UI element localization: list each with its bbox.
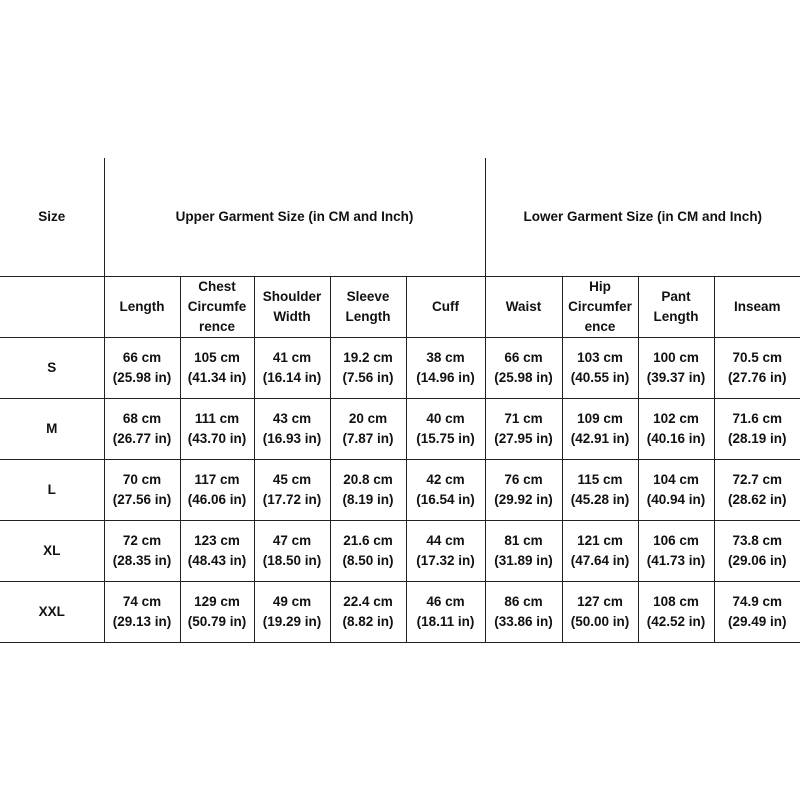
value-inch: (43.70 in) xyxy=(187,431,247,446)
value-cm: 115 cm xyxy=(577,472,623,487)
value-inch: (50.79 in) xyxy=(187,614,247,629)
table-row xyxy=(0,521,800,582)
measurement-cell xyxy=(714,521,800,582)
measurement-cell xyxy=(180,521,254,582)
column-header-sleeve-length xyxy=(330,277,406,338)
value-cm: 127 cm xyxy=(577,594,623,609)
value-inch: (41.73 in) xyxy=(646,553,706,568)
measurement-cell xyxy=(562,582,638,643)
value-cm: 129 cm xyxy=(194,594,240,609)
value-cm: 46 cm xyxy=(426,594,465,609)
table-row xyxy=(0,460,800,521)
value-inch: (47.64 in) xyxy=(570,553,630,568)
value-inch: (18.50 in) xyxy=(262,553,322,568)
column-header-line: Cuff xyxy=(432,299,460,314)
value-cm: 121 cm xyxy=(577,533,623,548)
value-inch: (41.34 in) xyxy=(187,370,247,385)
measurement-cell xyxy=(180,399,254,460)
value-cm: 66 cm xyxy=(122,350,162,365)
value-inch: (7.56 in) xyxy=(342,370,394,385)
value-cm: 20 cm xyxy=(348,411,388,426)
value-inch: (16.14 in) xyxy=(262,370,322,385)
value-inch: (8.19 in) xyxy=(342,492,394,507)
measurement-cell xyxy=(562,521,638,582)
table-row xyxy=(0,338,800,399)
value-inch: (25.98 in) xyxy=(494,370,553,385)
column-header-line: rence xyxy=(198,319,236,334)
measurement-cell xyxy=(104,338,180,399)
measurement-cell xyxy=(406,399,485,460)
measurement-cell xyxy=(638,338,714,399)
value-cm: 70.5 cm xyxy=(732,350,783,365)
column-header-waist xyxy=(485,277,562,338)
column-header-length xyxy=(104,277,180,338)
value-inch: (19.29 in) xyxy=(262,614,322,629)
size-table xyxy=(0,158,800,643)
measurement-cell xyxy=(180,338,254,399)
value-cm: 81 cm xyxy=(504,533,543,548)
value-inch: (46.06 in) xyxy=(187,492,247,507)
measurement-cell xyxy=(104,399,180,460)
size-cell: XL xyxy=(0,521,104,582)
value-inch: (45.28 in) xyxy=(570,492,630,507)
value-cm: 73.8 cm xyxy=(732,533,783,548)
measurement-cell xyxy=(330,521,406,582)
value-cm: 106 cm xyxy=(653,533,699,548)
value-cm: 45 cm xyxy=(272,472,312,487)
measurement-cell xyxy=(406,338,485,399)
measurement-cell xyxy=(485,460,562,521)
value-cm: 100 cm xyxy=(653,350,699,365)
column-header-line: Hip xyxy=(589,279,611,294)
value-inch: (29.13 in) xyxy=(112,614,172,629)
value-cm: 117 cm xyxy=(194,472,240,487)
value-inch: (16.93 in) xyxy=(262,431,322,446)
size-cell: S xyxy=(0,338,104,399)
value-cm: 68 cm xyxy=(122,411,162,426)
measurement-cell xyxy=(406,582,485,643)
column-header-inseam xyxy=(714,277,800,338)
measurement-cell xyxy=(638,460,714,521)
measurement-cell xyxy=(254,399,330,460)
value-cm: 102 cm xyxy=(653,411,699,426)
measurement-cell xyxy=(104,460,180,521)
column-header-line: Length xyxy=(653,309,699,324)
value-inch: (8.82 in) xyxy=(342,614,394,629)
measurement-cell xyxy=(485,582,562,643)
value-cm: 72 cm xyxy=(122,533,162,548)
value-cm: 86 cm xyxy=(504,594,543,609)
value-cm: 72.7 cm xyxy=(732,472,783,487)
value-inch: (8.50 in) xyxy=(342,553,394,568)
value-cm: 74.9 cm xyxy=(732,594,783,609)
column-header-line: Width xyxy=(273,309,311,324)
value-inch: (29.06 in) xyxy=(728,553,787,568)
value-cm: 49 cm xyxy=(272,594,312,609)
value-inch: (29.92 in) xyxy=(494,492,553,507)
measurement-cell xyxy=(330,460,406,521)
measurement-cell xyxy=(485,521,562,582)
value-cm: 70 cm xyxy=(122,472,162,487)
value-inch: (26.77 in) xyxy=(112,431,172,446)
column-header-line: Shoulder xyxy=(262,289,322,304)
value-inch: (27.76 in) xyxy=(728,370,787,385)
measurement-cell xyxy=(330,399,406,460)
value-inch: (28.62 in) xyxy=(728,492,787,507)
value-cm: 71.6 cm xyxy=(732,411,783,426)
value-cm: 40 cm xyxy=(426,411,465,426)
measurement-cell xyxy=(714,399,800,460)
measurement-cell xyxy=(254,582,330,643)
size-subheader-empty xyxy=(0,277,104,338)
value-inch: (17.72 in) xyxy=(262,492,322,507)
column-header-shoulder-width xyxy=(254,277,330,338)
value-inch: (25.98 in) xyxy=(112,370,172,385)
size-header: Size xyxy=(0,158,104,277)
value-inch: (29.49 in) xyxy=(728,614,787,629)
size-cell: M xyxy=(0,399,104,460)
size-cell: XXL xyxy=(0,582,104,643)
value-inch: (18.11 in) xyxy=(416,614,475,629)
measurement-cell xyxy=(254,338,330,399)
value-cm: 74 cm xyxy=(122,594,162,609)
measurement-cell xyxy=(104,582,180,643)
column-header-row xyxy=(0,277,800,338)
measurement-cell xyxy=(638,521,714,582)
value-cm: 22.4 cm xyxy=(343,594,393,609)
value-cm: 109 cm xyxy=(577,411,623,426)
measurement-cell xyxy=(180,582,254,643)
lower-garment-header: Lower Garment Size (in CM and Inch) xyxy=(485,158,800,277)
value-inch: (28.35 in) xyxy=(112,553,172,568)
column-header-line: ence xyxy=(584,319,616,334)
measurement-cell xyxy=(330,582,406,643)
group-header-row xyxy=(0,158,800,277)
value-cm: 21.6 cm xyxy=(343,533,393,548)
value-inch: (17.32 in) xyxy=(416,553,475,568)
measurement-cell xyxy=(714,460,800,521)
value-cm: 44 cm xyxy=(426,533,465,548)
value-inch: (31.89 in) xyxy=(494,553,553,568)
measurement-cell xyxy=(638,399,714,460)
column-header-line: Pant xyxy=(661,289,691,304)
value-inch: (40.94 in) xyxy=(646,492,706,507)
measurement-cell xyxy=(562,460,638,521)
value-inch: (40.55 in) xyxy=(570,370,630,385)
column-header-line: Length xyxy=(119,299,165,314)
column-header-line: Circumfer xyxy=(568,299,632,314)
value-inch: (16.54 in) xyxy=(416,492,475,507)
column-header-cuff xyxy=(406,277,485,338)
measurement-cell xyxy=(254,521,330,582)
column-header-line: Length xyxy=(345,309,391,324)
measurement-cell xyxy=(104,521,180,582)
table-row xyxy=(0,582,800,643)
column-header-chest-circumference xyxy=(180,277,254,338)
value-cm: 103 cm xyxy=(577,350,623,365)
value-inch: (33.86 in) xyxy=(494,614,553,629)
value-cm: 41 cm xyxy=(272,350,312,365)
value-cm: 19.2 cm xyxy=(343,350,393,365)
measurement-cell xyxy=(180,460,254,521)
value-inch: (50.00 in) xyxy=(570,614,630,629)
value-inch: (39.37 in) xyxy=(646,370,706,385)
column-header-pant-length xyxy=(638,277,714,338)
column-header-line: Waist xyxy=(505,299,542,314)
measurement-cell xyxy=(254,460,330,521)
measurement-cell xyxy=(406,521,485,582)
value-inch: (28.19 in) xyxy=(728,431,787,446)
value-inch: (27.95 in) xyxy=(494,431,553,446)
column-header-line: Chest xyxy=(198,279,236,294)
upper-garment-header: Upper Garment Size (in CM and Inch) xyxy=(104,158,485,277)
value-inch: (40.16 in) xyxy=(646,431,706,446)
value-cm: 108 cm xyxy=(653,594,699,609)
value-cm: 43 cm xyxy=(272,411,312,426)
value-inch: (7.87 in) xyxy=(342,431,394,446)
measurement-cell xyxy=(638,582,714,643)
column-header-line: Inseam xyxy=(734,299,781,314)
value-inch: (42.52 in) xyxy=(646,614,706,629)
value-cm: 111 cm xyxy=(194,411,240,426)
value-cm: 71 cm xyxy=(504,411,543,426)
value-cm: 20.8 cm xyxy=(343,472,393,487)
column-header-line: Circumfe xyxy=(187,299,247,314)
value-inch: (42.91 in) xyxy=(570,431,630,446)
value-cm: 66 cm xyxy=(504,350,543,365)
measurement-cell xyxy=(562,399,638,460)
measurement-cell xyxy=(406,460,485,521)
measurement-cell xyxy=(485,399,562,460)
value-cm: 76 cm xyxy=(504,472,543,487)
size-chart xyxy=(0,158,800,643)
measurement-cell xyxy=(330,338,406,399)
measurement-cell xyxy=(562,338,638,399)
table-row xyxy=(0,399,800,460)
value-cm: 47 cm xyxy=(272,533,312,548)
measurement-cell xyxy=(485,338,562,399)
column-header-hip-circumference xyxy=(562,277,638,338)
value-inch: (48.43 in) xyxy=(187,553,247,568)
size-cell: L xyxy=(0,460,104,521)
column-header-line: Sleeve xyxy=(346,289,390,304)
value-cm: 38 cm xyxy=(426,350,465,365)
value-cm: 104 cm xyxy=(653,472,699,487)
value-cm: 42 cm xyxy=(426,472,465,487)
value-cm: 105 cm xyxy=(194,350,240,365)
value-inch: (15.75 in) xyxy=(416,431,475,446)
value-inch: (14.96 in) xyxy=(416,370,475,385)
value-inch: (27.56 in) xyxy=(112,492,172,507)
value-cm: 123 cm xyxy=(194,533,240,548)
measurement-cell xyxy=(714,338,800,399)
measurement-cell xyxy=(714,582,800,643)
